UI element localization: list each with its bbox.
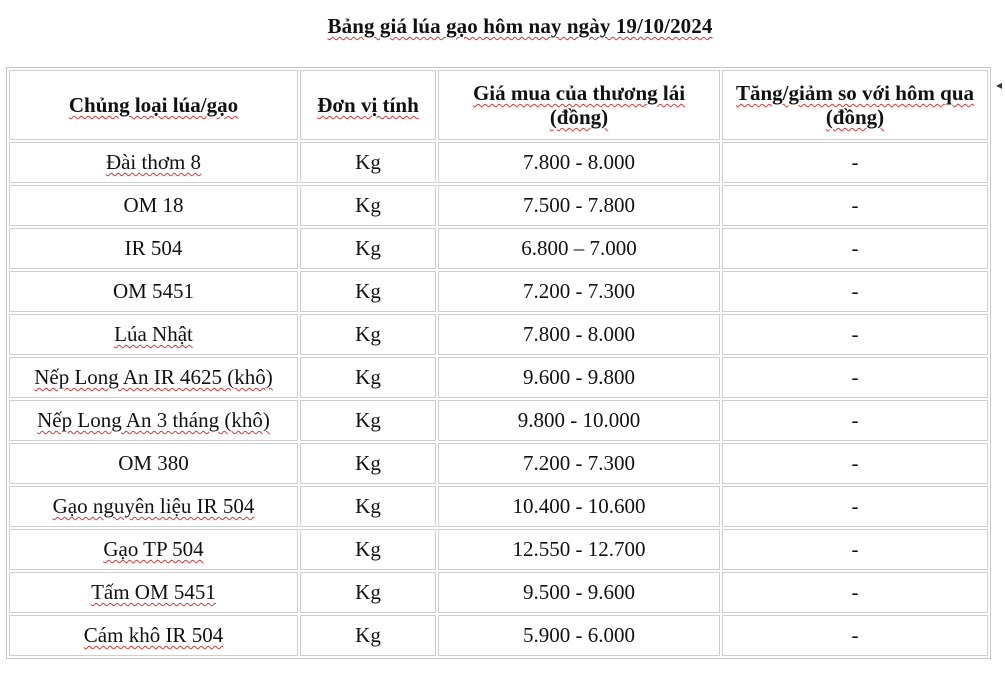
cell-price: 7.500 - 7.800 [438, 185, 720, 226]
cell-unit: Kg [300, 615, 436, 656]
column-header-unit: Đơn vị tính [300, 70, 436, 140]
table-row [9, 572, 988, 613]
cell-unit: Kg [300, 572, 436, 613]
cell-unit: Kg [300, 357, 436, 398]
cell-type: Cám khô IR 504 [9, 615, 298, 656]
cell-change: - [722, 314, 988, 355]
cell-price: 7.200 - 7.300 [438, 271, 720, 312]
cell-change: - [722, 572, 988, 613]
cell-change: - [722, 271, 988, 312]
page-title [0, 14, 1005, 39]
cell-change: - [722, 529, 988, 570]
cell-unit: Kg [300, 400, 436, 441]
cell-type: OM 380 [9, 443, 298, 484]
cell-unit: Kg [300, 486, 436, 527]
cell-price: 7.800 - 8.000 [438, 142, 720, 183]
cell-unit: Kg [300, 271, 436, 312]
cell-change: - [722, 615, 988, 656]
cell-price: 7.800 - 8.000 [438, 314, 720, 355]
cell-change: - [722, 400, 988, 441]
column-header-type: Chủng loại lúa/gạo [9, 70, 298, 140]
cell-price: 10.400 - 10.600 [438, 486, 720, 527]
cell-unit: Kg [300, 228, 436, 269]
table-row [9, 529, 988, 570]
cell-change: - [722, 357, 988, 398]
cell-price: 5.900 - 6.000 [438, 615, 720, 656]
cell-change: - [722, 185, 988, 226]
cell-unit: Kg [300, 443, 436, 484]
cell-type: IR 504 [9, 228, 298, 269]
table-row [9, 443, 988, 484]
cell-price: 9.600 - 9.800 [438, 357, 720, 398]
cell-type: Nếp Long An 3 tháng (khô) [9, 400, 298, 441]
cell-price: 9.800 - 10.000 [438, 400, 720, 441]
table-row [9, 142, 988, 183]
table-header-row [9, 70, 988, 140]
cell-price: 12.550 - 12.700 [438, 529, 720, 570]
column-header-price: Giá mua của thương lái (đồng) [438, 70, 720, 140]
table-row [9, 400, 988, 441]
cell-type: Đài thơm 8 [9, 142, 298, 183]
table-row [9, 271, 988, 312]
table-row [9, 486, 988, 527]
cell-type: OM 5451 [9, 271, 298, 312]
cell-price: 9.500 - 9.600 [438, 572, 720, 613]
cell-change: - [722, 142, 988, 183]
cell-change: - [722, 443, 988, 484]
cell-unit: Kg [300, 185, 436, 226]
rice-price-table [6, 67, 991, 659]
table-row [9, 185, 988, 226]
cell-unit: Kg [300, 529, 436, 570]
table-row [9, 314, 988, 355]
cell-unit: Kg [300, 142, 436, 183]
cell-change: - [722, 486, 988, 527]
table-row [9, 228, 988, 269]
cell-type: Tấm OM 5451 [9, 572, 298, 613]
cell-type: Nếp Long An IR 4625 (khô) [9, 357, 298, 398]
column-header-change: Tăng/giảm so với hôm qua (đồng) [722, 70, 988, 140]
cell-type: Gạo nguyên liệu IR 504 [9, 486, 298, 527]
cell-change: - [722, 228, 988, 269]
page-title-text: Bảng giá lúa gạo hôm nay ngày 19/10/2024 [327, 14, 713, 38]
table-row [9, 615, 988, 656]
cell-price: 7.200 - 7.300 [438, 443, 720, 484]
cell-type: Gạo TP 504 [9, 529, 298, 570]
table-row [9, 357, 988, 398]
cell-type: OM 18 [9, 185, 298, 226]
cell-price: 6.800 – 7.000 [438, 228, 720, 269]
cell-unit: Kg [300, 314, 436, 355]
cell-type: Lúa Nhật [9, 314, 298, 355]
edge-mark: ◂ [996, 78, 1003, 92]
